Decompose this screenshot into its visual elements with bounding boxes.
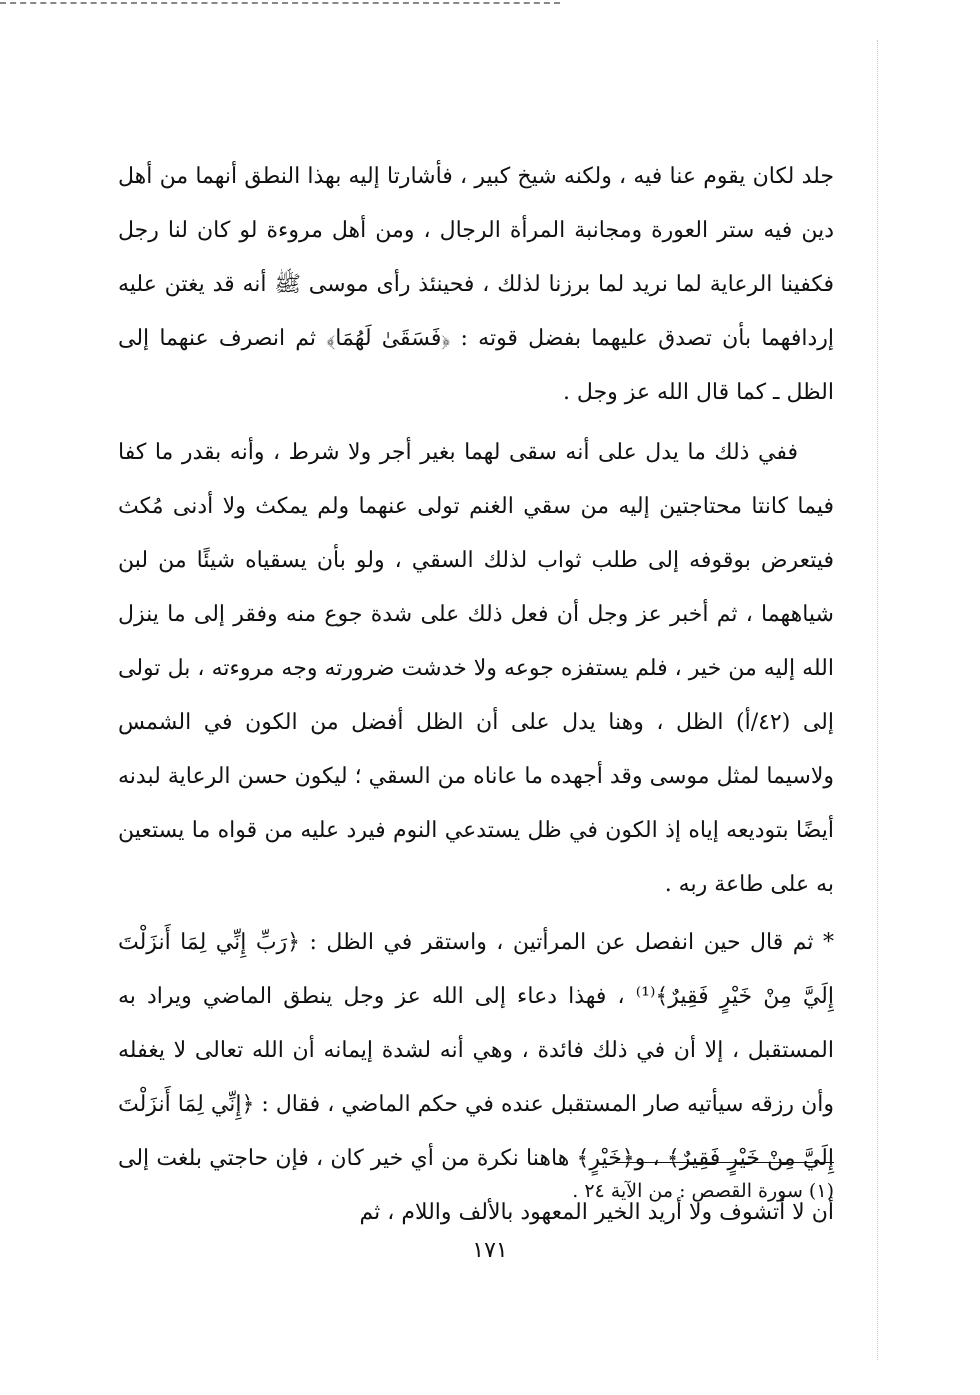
paragraph-3: * ثم قال حين انفصل عن المرأتين ، واستقر في الظل : ﴿رَبِّ إِنِّي لِمَا أَنزَلْتَ إِلَيَّ مِنْ خَيْرٍ فَقِيرٌ﴾⁽¹⁾ ، فهذا دعاء إلى الله عز وجل ينطق الماضي ويراد به المستقبل ، إلا أن في ذلك فائدة ، وهي أنه لشدة إيمانه أن الله تعالى لا يغفله وأن رزقه سيأتيه صار المستقبل عنده في حكم الماضي ، فقال : ﴿إِنِّي لِمَا أَنزَلْتَ إِلَيَّ مِنْ خَيْرٍ فَقِيرٌ﴾ ، و﴿خَيْرٍ﴾ هاهنا نكرة من أي خير كان ، فإن حاجتي بلغت إلى أن لا أتشوف ولا أريد الخير المعهود بالألف واللام ، ثم — [118, 930, 834, 1225]
top-dashed-rule — [0, 2, 560, 4]
paragraph-2: ففي ذلك ما يدل على أنه سقى لهما بغير أجر ولا شرط ، وأنه بقدر ما كفا فيما كانتا محتاجتين إليه من سقي الغنم تولى عنهما ولم يمكث ولا أدنى مُكث فيتعرض بوقوفه إلى طلب ثواب لذلك السقي ، ولو بأن يسقياه شيئًا من لبن شياههما ، ثم أخبر عز وجل أن فعل ذلك على شدة جوع منه وفقر إلى ما ينزل الله إليه من خير ، فلم يستفزه جوعه ولا خدشت ضرورته وجه مروءته ، بل تولى إلى (٤٢/أ) الظل ، وهنا يدل على أن الظل أفضل من الكون في الشمس ولاسيما لمثل موسى وقد أجهده ما عاناه من السقي ؛ ليكون حسن الرعاية لبدنه أيضًا بتوديعه إياه إذ الكون في ظل يستدعي النوم فيرد عليه من قواه ما يستعين به على طاعة ربه . — [118, 440, 834, 897]
scan-edge-dotted-line — [877, 40, 878, 1360]
paragraph-1: جلد لكان يقوم عنا فيه ، ولكنه شيخ كبير ، فأشارتا إليه بهذا النطق أنهما من أهل دين فيه ستر العورة ومجانبة المرأة الرجال ، ومن أهل مروءة لو كان لنا رجل فكفينا الرعاية لما نريد لما برزنا لذلك ، فحينئذ رأى موسى ﷺ أنه قد يغتن عليه إردافهما بأن تصدق عليهما بفضل قوته : ﴿فَسَقَىٰ لَهُمَا﴾ ثم انصرف عنهما إلى الظل ـ كما قال الله عز وجل . — [118, 164, 834, 405]
footnote: (١) سورة القصص : من الآية ٢٤ . — [572, 1180, 834, 1202]
main-text — [118, 150, 834, 1240]
page-number: ١٧١ — [472, 1238, 508, 1263]
footnote-separator — [616, 1162, 834, 1163]
